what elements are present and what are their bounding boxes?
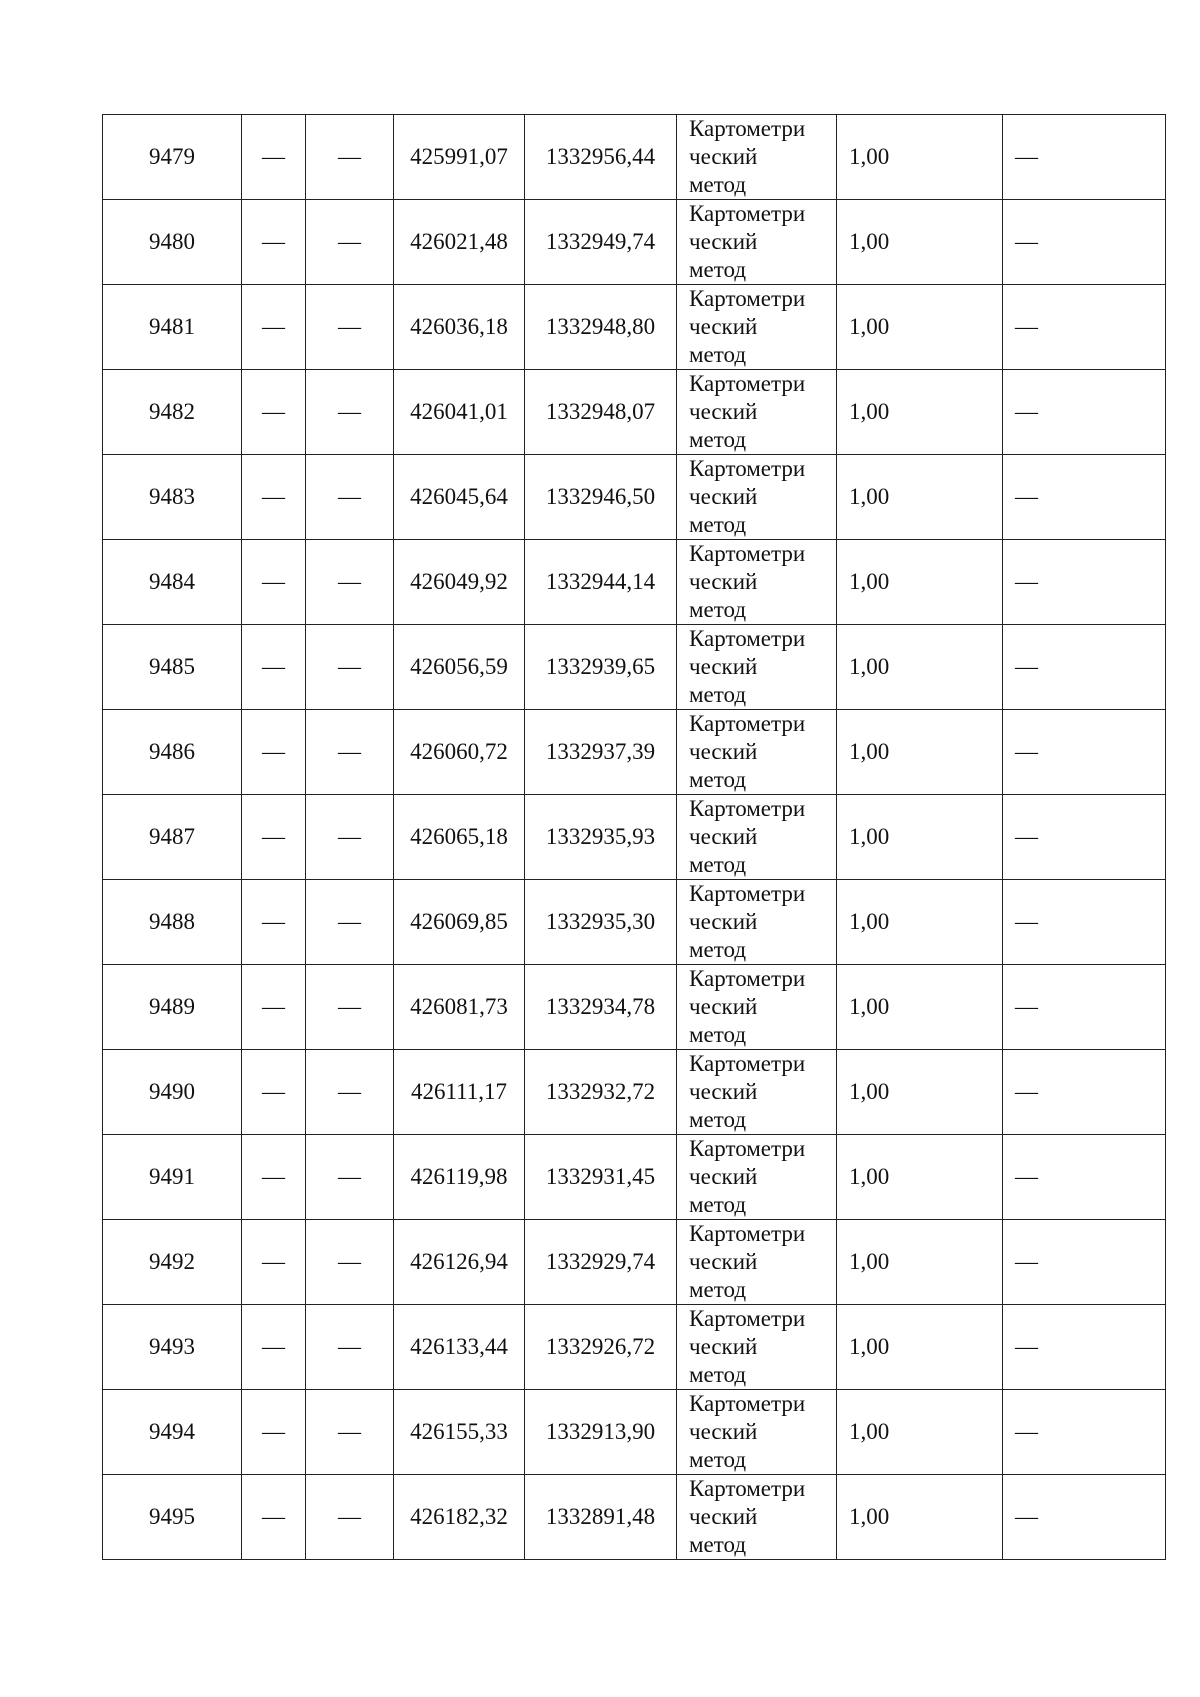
- method-text-line: Картометри: [689, 711, 806, 736]
- method-text-line: метод: [689, 172, 747, 197]
- method-text-line: Картометри: [689, 1051, 806, 1076]
- empty-dash-cell: —: [306, 200, 394, 285]
- method-cell: [677, 1220, 837, 1305]
- table-row: [103, 1220, 1166, 1305]
- method-text-line: Картометри: [689, 1136, 806, 1161]
- method-cell: [677, 880, 837, 965]
- empty-dash-cell: —: [306, 455, 394, 540]
- coordinate-y-cell: 1332932,72: [525, 1050, 677, 1135]
- empty-dash-cell: —: [306, 795, 394, 880]
- empty-dash-cell: —: [242, 880, 306, 965]
- empty-dash-cell: —: [306, 880, 394, 965]
- method-text-line: ческий: [689, 569, 758, 594]
- accuracy-cell: 1,00: [837, 965, 1003, 1050]
- point-number-cell: 9493: [103, 1305, 242, 1390]
- point-number-cell: 9487: [103, 795, 242, 880]
- table-row: [103, 1475, 1166, 1560]
- method-text-line: ческий: [689, 314, 758, 339]
- point-number-cell: 9479: [103, 115, 242, 200]
- method-cell: [677, 1050, 837, 1135]
- coordinate-y-cell: 1332937,39: [525, 710, 677, 795]
- coordinate-y-cell: 1332931,45: [525, 1135, 677, 1220]
- method-text-line: ческий: [689, 1249, 758, 1274]
- method-text-line: Картометри: [689, 1476, 806, 1501]
- point-number-cell: 9492: [103, 1220, 242, 1305]
- method-text-line: ческий: [689, 144, 758, 169]
- point-number-cell: 9494: [103, 1390, 242, 1475]
- method-cell: [677, 370, 837, 455]
- method-text-line: ческий: [689, 824, 758, 849]
- coordinate-x-cell: 426045,64: [394, 455, 525, 540]
- empty-dash-cell: —: [242, 1220, 306, 1305]
- empty-dash-cell: —: [1003, 115, 1166, 200]
- method-cell: [677, 1475, 837, 1560]
- method-text-line: Картометри: [689, 456, 806, 481]
- coordinate-x-cell: 426041,01: [394, 370, 525, 455]
- table-row: [103, 200, 1166, 285]
- coordinate-x-cell: 426182,32: [394, 1475, 525, 1560]
- method-text-line: метод: [689, 1107, 747, 1132]
- empty-dash-cell: —: [306, 285, 394, 370]
- empty-dash-cell: —: [1003, 795, 1166, 880]
- accuracy-cell: 1,00: [837, 540, 1003, 625]
- empty-dash-cell: —: [1003, 1135, 1166, 1220]
- coordinate-x-cell: 426081,73: [394, 965, 525, 1050]
- method-text-line: метод: [689, 1192, 747, 1217]
- table-row: [103, 1305, 1166, 1390]
- table-row: [103, 880, 1166, 965]
- empty-dash-cell: —: [1003, 370, 1166, 455]
- empty-dash-cell: —: [1003, 285, 1166, 370]
- empty-dash-cell: —: [306, 1050, 394, 1135]
- empty-dash-cell: —: [242, 200, 306, 285]
- accuracy-cell: 1,00: [837, 1220, 1003, 1305]
- method-cell: [677, 1135, 837, 1220]
- point-number-cell: 9484: [103, 540, 242, 625]
- accuracy-cell: 1,00: [837, 1135, 1003, 1220]
- coordinate-y-cell: 1332948,80: [525, 285, 677, 370]
- accuracy-cell: 1,00: [837, 880, 1003, 965]
- coordinate-y-cell: 1332946,50: [525, 455, 677, 540]
- coordinate-x-cell: 426065,18: [394, 795, 525, 880]
- method-cell: [677, 965, 837, 1050]
- table-row: [103, 455, 1166, 540]
- table-row: [103, 965, 1166, 1050]
- coordinate-x-cell: 426036,18: [394, 285, 525, 370]
- method-text-line: ческий: [689, 484, 758, 509]
- coordinate-x-cell: 426155,33: [394, 1390, 525, 1475]
- point-number-cell: 9489: [103, 965, 242, 1050]
- method-text-line: Картометри: [689, 286, 806, 311]
- accuracy-cell: 1,00: [837, 625, 1003, 710]
- method-text-line: метод: [689, 1277, 747, 1302]
- empty-dash-cell: —: [242, 1390, 306, 1475]
- accuracy-cell: 1,00: [837, 1390, 1003, 1475]
- method-text-line: метод: [689, 1532, 747, 1557]
- coordinate-y-cell: 1332934,78: [525, 965, 677, 1050]
- empty-dash-cell: —: [306, 1305, 394, 1390]
- method-text-line: метод: [689, 937, 747, 962]
- coordinate-x-cell: 425991,07: [394, 115, 525, 200]
- coordinate-y-cell: 1332935,30: [525, 880, 677, 965]
- method-text-line: Картометри: [689, 966, 806, 991]
- coordinate-y-cell: 1332926,72: [525, 1305, 677, 1390]
- empty-dash-cell: —: [242, 285, 306, 370]
- method-text-line: метод: [689, 1362, 747, 1387]
- table-row: [103, 115, 1166, 200]
- empty-dash-cell: —: [242, 455, 306, 540]
- empty-dash-cell: —: [1003, 1305, 1166, 1390]
- method-cell: [677, 1305, 837, 1390]
- accuracy-cell: 1,00: [837, 1475, 1003, 1560]
- empty-dash-cell: —: [1003, 540, 1166, 625]
- method-text-line: метод: [689, 767, 747, 792]
- method-cell: [677, 625, 837, 710]
- method-text-line: Картометри: [689, 626, 806, 651]
- method-text-line: ческий: [689, 1164, 758, 1189]
- method-text-line: метод: [689, 682, 747, 707]
- table-row: [103, 285, 1166, 370]
- point-number-cell: 9491: [103, 1135, 242, 1220]
- table-row: [103, 1135, 1166, 1220]
- method-text-line: Картометри: [689, 1221, 806, 1246]
- empty-dash-cell: —: [1003, 625, 1166, 710]
- empty-dash-cell: —: [1003, 1475, 1166, 1560]
- method-cell: [677, 200, 837, 285]
- method-text-line: ческий: [689, 1419, 758, 1444]
- accuracy-cell: 1,00: [837, 1305, 1003, 1390]
- empty-dash-cell: —: [306, 540, 394, 625]
- empty-dash-cell: —: [306, 115, 394, 200]
- method-text-line: Картометри: [689, 1306, 806, 1331]
- empty-dash-cell: —: [242, 625, 306, 710]
- method-text-line: метод: [689, 1022, 747, 1047]
- method-cell: [677, 540, 837, 625]
- method-text-line: метод: [689, 597, 747, 622]
- accuracy-cell: 1,00: [837, 370, 1003, 455]
- coordinate-x-cell: 426060,72: [394, 710, 525, 795]
- coordinate-x-cell: 426111,17: [394, 1050, 525, 1135]
- accuracy-cell: 1,00: [837, 200, 1003, 285]
- empty-dash-cell: —: [306, 370, 394, 455]
- empty-dash-cell: —: [1003, 965, 1166, 1050]
- empty-dash-cell: —: [242, 540, 306, 625]
- method-cell: [677, 285, 837, 370]
- method-text-line: метод: [689, 427, 747, 452]
- coordinate-y-cell: 1332913,90: [525, 1390, 677, 1475]
- method-text-line: ческий: [689, 1334, 758, 1359]
- coordinate-x-cell: 426069,85: [394, 880, 525, 965]
- coordinate-y-cell: 1332929,74: [525, 1220, 677, 1305]
- empty-dash-cell: —: [306, 1220, 394, 1305]
- coordinate-x-cell: 426126,94: [394, 1220, 525, 1305]
- method-text-line: ческий: [689, 229, 758, 254]
- method-cell: [677, 795, 837, 880]
- coordinate-y-cell: 1332935,93: [525, 795, 677, 880]
- coordinate-y-cell: 1332939,65: [525, 625, 677, 710]
- coordinate-y-cell: 1332891,48: [525, 1475, 677, 1560]
- empty-dash-cell: —: [306, 710, 394, 795]
- method-text-line: Картометри: [689, 1391, 806, 1416]
- coordinate-y-cell: 1332944,14: [525, 540, 677, 625]
- method-text-line: ческий: [689, 739, 758, 764]
- table-row: [103, 625, 1166, 710]
- table-row: [103, 710, 1166, 795]
- coordinate-x-cell: 426119,98: [394, 1135, 525, 1220]
- method-text-line: Картометри: [689, 796, 806, 821]
- coordinate-y-cell: 1332956,44: [525, 115, 677, 200]
- coordinate-y-cell: 1332949,74: [525, 200, 677, 285]
- method-text-line: Картометри: [689, 541, 806, 566]
- method-text-line: метод: [689, 257, 747, 282]
- point-number-cell: 9483: [103, 455, 242, 540]
- empty-dash-cell: —: [306, 1135, 394, 1220]
- point-number-cell: 9488: [103, 880, 242, 965]
- empty-dash-cell: —: [242, 115, 306, 200]
- empty-dash-cell: —: [242, 1305, 306, 1390]
- method-text-line: Картометри: [689, 116, 806, 141]
- empty-dash-cell: —: [242, 795, 306, 880]
- coordinate-y-cell: 1332948,07: [525, 370, 677, 455]
- method-text-line: Картометри: [689, 371, 806, 396]
- point-number-cell: 9481: [103, 285, 242, 370]
- empty-dash-cell: —: [242, 965, 306, 1050]
- method-text-line: метод: [689, 1447, 747, 1472]
- empty-dash-cell: —: [1003, 455, 1166, 540]
- empty-dash-cell: —: [1003, 200, 1166, 285]
- accuracy-cell: 1,00: [837, 710, 1003, 795]
- coordinate-x-cell: 426133,44: [394, 1305, 525, 1390]
- method-text-line: ческий: [689, 1079, 758, 1104]
- coordinate-x-cell: 426049,92: [394, 540, 525, 625]
- method-text-line: Картометри: [689, 881, 806, 906]
- empty-dash-cell: —: [306, 965, 394, 1050]
- accuracy-cell: 1,00: [837, 1050, 1003, 1135]
- method-text-line: ческий: [689, 1504, 758, 1529]
- empty-dash-cell: —: [242, 1475, 306, 1560]
- method-text-line: ческий: [689, 994, 758, 1019]
- point-number-cell: 9480: [103, 200, 242, 285]
- coordinates-table: [102, 114, 1166, 1560]
- method-cell: [677, 1390, 837, 1475]
- empty-dash-cell: —: [306, 625, 394, 710]
- empty-dash-cell: —: [242, 1050, 306, 1135]
- table-body: [103, 115, 1166, 1560]
- point-number-cell: 9482: [103, 370, 242, 455]
- coordinate-x-cell: 426021,48: [394, 200, 525, 285]
- accuracy-cell: 1,00: [837, 455, 1003, 540]
- accuracy-cell: 1,00: [837, 285, 1003, 370]
- point-number-cell: 9486: [103, 710, 242, 795]
- empty-dash-cell: —: [242, 710, 306, 795]
- empty-dash-cell: —: [242, 370, 306, 455]
- method-cell: [677, 710, 837, 795]
- empty-dash-cell: —: [1003, 1390, 1166, 1475]
- method-text-line: ческий: [689, 654, 758, 679]
- empty-dash-cell: —: [1003, 1220, 1166, 1305]
- method-cell: [677, 455, 837, 540]
- point-number-cell: 9485: [103, 625, 242, 710]
- method-cell: [677, 115, 837, 200]
- point-number-cell: 9495: [103, 1475, 242, 1560]
- point-number-cell: 9490: [103, 1050, 242, 1135]
- table-row: [103, 540, 1166, 625]
- accuracy-cell: 1,00: [837, 115, 1003, 200]
- method-text-line: ческий: [689, 909, 758, 934]
- method-text-line: метод: [689, 512, 747, 537]
- coordinate-x-cell: 426056,59: [394, 625, 525, 710]
- table-row: [103, 370, 1166, 455]
- accuracy-cell: 1,00: [837, 795, 1003, 880]
- method-text-line: метод: [689, 852, 747, 877]
- empty-dash-cell: —: [306, 1475, 394, 1560]
- empty-dash-cell: —: [242, 1135, 306, 1220]
- method-text-line: ческий: [689, 399, 758, 424]
- empty-dash-cell: —: [306, 1390, 394, 1475]
- table-row: [103, 1050, 1166, 1135]
- method-text-line: метод: [689, 342, 747, 367]
- method-text-line: Картометри: [689, 201, 806, 226]
- empty-dash-cell: —: [1003, 880, 1166, 965]
- empty-dash-cell: —: [1003, 1050, 1166, 1135]
- table-row: [103, 795, 1166, 880]
- table-row: [103, 1390, 1166, 1475]
- empty-dash-cell: —: [1003, 710, 1166, 795]
